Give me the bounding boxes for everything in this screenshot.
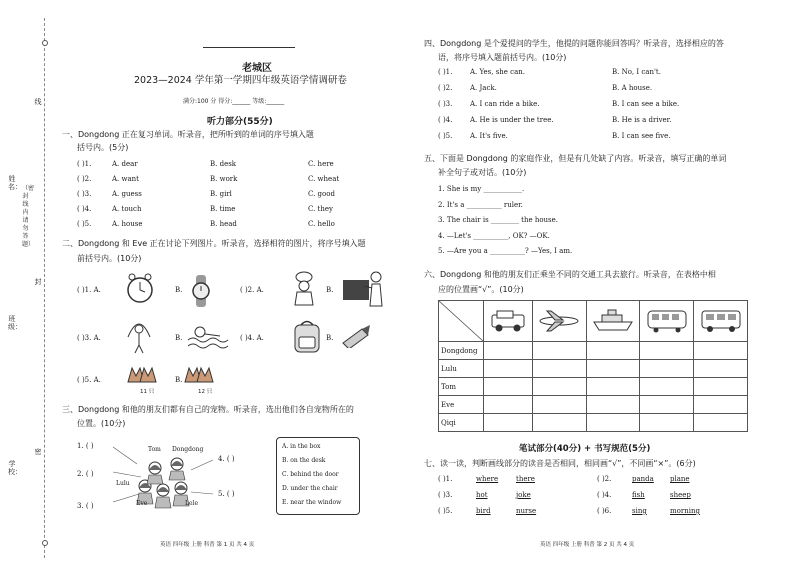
- q7-word: plane: [670, 475, 690, 483]
- binding-dashed-line: [44, 18, 45, 558]
- q7-word: sing: [632, 507, 647, 515]
- train-icon: [645, 307, 689, 333]
- person-name: Dongdong: [439, 342, 484, 360]
- q7-answer-blank[interactable]: ( )6.: [597, 507, 612, 515]
- table-row: [439, 396, 748, 414]
- q7-answer-blank[interactable]: ( )5.: [438, 507, 453, 515]
- district-title: 老城区: [242, 63, 272, 74]
- answer-cell[interactable]: [586, 342, 640, 360]
- q4-option-b: B. I can see five.: [612, 132, 671, 140]
- answer-cell[interactable]: [532, 414, 586, 432]
- plane-icon: [537, 307, 581, 333]
- q1-option-b: B. work: [210, 175, 238, 183]
- q1-answer-blank[interactable]: ( )3.: [77, 190, 92, 198]
- bus-icon: [699, 307, 743, 333]
- swimming-icon: [188, 322, 230, 350]
- q1-option-c: C. they: [308, 205, 333, 213]
- answer-cell[interactable]: [640, 342, 694, 360]
- q4-option-a: A. It's five.: [470, 132, 508, 140]
- person-name: Lulu: [439, 360, 484, 378]
- q6-instruction: 六、Dongdong 和他的朋友们正乘坐不同的交通工具去旅行。听录音，在表格中相: [424, 270, 716, 279]
- q5-sentence[interactable]: 5. —Are you a __________? —Yes, I am.: [438, 247, 573, 255]
- q3-instruction: 三、Dongdong 和他的朋友们都有自己的宠物。听录音，选出他们各自宠物所在的: [62, 405, 354, 414]
- name-tom: Tom: [148, 446, 161, 453]
- writing-header: 笔试部分(40分) + 书写规范(5分): [519, 444, 651, 454]
- q4-instruction-2: 语，将序号填入题前括号内。(10分): [438, 53, 567, 62]
- name-label: 姓名：: [8, 175, 22, 191]
- watch-icon: [188, 274, 214, 308]
- q3-blank-5[interactable]: 5. ( ): [218, 490, 235, 498]
- answer-cell[interactable]: [586, 378, 640, 396]
- answer-cell[interactable]: [532, 342, 586, 360]
- listening-header: 听力部分(55分): [207, 117, 273, 127]
- q4-answer-blank[interactable]: ( )1.: [438, 68, 453, 76]
- header-rule: [203, 47, 295, 48]
- answer-cell[interactable]: [694, 396, 748, 414]
- answer-cell[interactable]: [586, 414, 640, 432]
- q3-option-b: B. on the desk: [282, 457, 326, 464]
- q1-option-b: B. girl: [210, 190, 232, 198]
- q7-answer-blank[interactable]: ( )1.: [438, 475, 453, 483]
- q1-option-b: B. time: [210, 205, 236, 213]
- q3-option-c: C. behind the door: [282, 471, 339, 478]
- header-train: [640, 301, 694, 342]
- q4-answer-blank[interactable]: ( )2.: [438, 84, 453, 92]
- count-11: 11 只: [140, 389, 155, 395]
- q7-word: sheep: [670, 491, 691, 499]
- q4-option-b: B. He is a driver.: [612, 116, 672, 124]
- binding-hole: [42, 540, 48, 546]
- answer-cell[interactable]: [532, 396, 586, 414]
- answer-cell[interactable]: [484, 414, 533, 432]
- seal-notice: （密封线内请勿答题）: [22, 185, 35, 248]
- q1-option-a: A. touch: [112, 205, 142, 213]
- q1-option-a: A. dear: [112, 160, 138, 168]
- q4-option-a: A. I can ride a bike.: [470, 100, 540, 108]
- person-name: Eve: [439, 396, 484, 414]
- secret-mark: 密: [34, 448, 42, 456]
- answer-cell[interactable]: [484, 360, 533, 378]
- schoolbag-icon: [292, 318, 322, 354]
- alarm-clock-icon: [125, 271, 155, 305]
- q4-answer-blank[interactable]: ( )3.: [438, 100, 453, 108]
- q4-option-a: A. Jack.: [470, 84, 497, 92]
- crayon-icon: [340, 324, 372, 348]
- q1-instruction-2: 括号内。(5分): [77, 143, 129, 152]
- answer-cell[interactable]: [694, 360, 748, 378]
- q1-option-a: A. want: [112, 175, 139, 183]
- q3-blank-4[interactable]: 4. ( ): [218, 455, 235, 463]
- answer-cell[interactable]: [586, 360, 640, 378]
- q7-word: morning: [670, 507, 700, 515]
- table-corner: [439, 301, 484, 342]
- q2-item-2-b: B.: [326, 286, 334, 294]
- q7-word: hot: [476, 491, 488, 499]
- q1-option-a: A. house: [112, 220, 143, 228]
- q7-instruction: 七、读一读，判断画线部分的读音是否相同，相同画“√”，不同画“×”。(6分): [424, 459, 696, 468]
- answer-cell[interactable]: [484, 396, 533, 414]
- q4-answer-blank[interactable]: ( )4.: [438, 116, 453, 124]
- table-row: [439, 414, 748, 432]
- answer-cell[interactable]: [640, 378, 694, 396]
- jeep-icon: [488, 307, 528, 333]
- q4-option-a: A. He is under the tree.: [470, 116, 554, 124]
- q3-blank-2[interactable]: 2. ( ): [77, 470, 94, 478]
- q6-instruction-2: 应的位置画“√”。(10分): [438, 285, 524, 294]
- q2-item-5-b: B.: [175, 376, 183, 384]
- header-jeep: [484, 301, 533, 342]
- transport-table: [438, 300, 748, 432]
- q5-sentence[interactable]: 2. It's a __________ ruler.: [438, 200, 523, 209]
- transport-table-body: [439, 342, 748, 432]
- q2-instruction-2: 前括号内。(10分): [77, 254, 142, 263]
- fox-group-icon: [182, 363, 216, 385]
- q4-instruction: 四、Dongdong 是个爱提问的学生，他提的问题你能回答吗？听录音，选择相应的答: [424, 39, 724, 48]
- q3-blank-1[interactable]: 1. ( ): [77, 442, 94, 450]
- line-mark: 线: [34, 98, 42, 106]
- school-label: 学校：: [8, 460, 22, 476]
- class-label: 班级：: [8, 315, 22, 331]
- fox-group-icon: [125, 363, 159, 385]
- table-row: [439, 378, 748, 396]
- q5-sentence[interactable]: 3. The chair is ________ the house.: [438, 216, 559, 224]
- q3-option-e: E. near the window: [282, 499, 342, 506]
- answer-cell[interactable]: [694, 414, 748, 432]
- q5-sentence[interactable]: 1. She is my ___________.: [438, 185, 525, 193]
- q1-option-b: B. desk: [210, 160, 237, 168]
- q2-instruction: 二、Dongdong 和 Eve 正在讨论下列图片。听录音，选择相符的图片，将序号填入题: [62, 239, 366, 248]
- q1-answer-blank[interactable]: ( )4.: [77, 205, 92, 213]
- q1-answer-blank[interactable]: ( )5.: [77, 220, 92, 228]
- q7-answer-blank[interactable]: ( )4.: [597, 491, 612, 499]
- q1-option-c: C. here: [308, 160, 334, 168]
- q7-word: fish: [632, 491, 645, 499]
- q2-item-5-a: ( )5. A.: [77, 376, 101, 384]
- q1-option-c: C. wheat: [308, 175, 340, 183]
- q1-option-c: C. hello: [308, 220, 335, 228]
- q1-option-a: A. guess: [112, 190, 142, 198]
- q4-option-b: B. A house.: [612, 84, 653, 92]
- q2-item-4-a: ( )4. A.: [240, 334, 264, 342]
- header-plane: [532, 301, 586, 342]
- q1-option-b: B. head: [210, 220, 237, 228]
- name-eve: Eve: [136, 500, 148, 507]
- q1-instruction: 一、Dongdong 正在复习单词。听录音，把所听到的单词的序号填入题: [62, 130, 314, 139]
- q1-answer-blank[interactable]: ( )1.: [77, 160, 92, 168]
- q2-item-1-a: ( )1. A.: [77, 286, 101, 294]
- answer-cell[interactable]: [484, 342, 533, 360]
- page1-footer: 英语 四年级 上册 科普 第 1 页 共 4 页: [160, 542, 255, 548]
- table-row: [439, 360, 748, 378]
- seal-mark: 封: [34, 278, 42, 286]
- q4-answer-blank[interactable]: ( )5.: [438, 132, 453, 140]
- answer-cell[interactable]: [694, 342, 748, 360]
- name-lulu: Lulu: [116, 480, 130, 487]
- person-name: Tom: [439, 378, 484, 396]
- binding-hole: [42, 40, 48, 46]
- answer-cell[interactable]: [586, 396, 640, 414]
- q7-word: panda: [632, 475, 654, 483]
- q1-option-c: C. good: [308, 190, 335, 198]
- ship-icon: [591, 307, 635, 333]
- answer-cell[interactable]: [532, 378, 586, 396]
- q7-word: joke: [516, 491, 531, 499]
- header-ship: [586, 301, 640, 342]
- q2-item-1-b: B.: [175, 286, 183, 294]
- q7-answer-blank[interactable]: ( )2.: [597, 475, 612, 483]
- q5-sentence[interactable]: 4. —Let's __________, OK? —OK.: [438, 231, 550, 240]
- q7-word: bird: [476, 507, 491, 515]
- q7-word: where: [476, 475, 499, 483]
- q3-blank-3[interactable]: 3. ( ): [77, 502, 94, 510]
- q7-word: there: [516, 475, 535, 483]
- q4-option-b: B. No, I can't.: [612, 68, 661, 76]
- answer-cell[interactable]: [532, 360, 586, 378]
- q1-answer-blank[interactable]: ( )2.: [77, 175, 92, 183]
- page2-footer: 英语 四年级 上册 科普 第 2 页 共 4 页: [540, 542, 635, 548]
- q7-word: nurse: [516, 507, 537, 515]
- name-dongdong: Dongdong: [172, 446, 204, 453]
- count-12: 12 只: [198, 389, 213, 395]
- q3-instruction-2: 位置。(10分): [77, 419, 126, 428]
- page-title: 2023—2024 学年第一学期四年级英语学情调研卷: [134, 75, 347, 86]
- q5-instruction: 五、下面是 Dongdong 的家庭作业，但是有几处缺了内容。听录音，填写正确的单词: [424, 154, 727, 163]
- q3-option-a: A. in the box: [282, 443, 321, 450]
- header-bus: [694, 301, 748, 342]
- table-row: [439, 342, 748, 360]
- answer-cell[interactable]: [640, 396, 694, 414]
- score-line: 满分:100 分 得分:______ 等级:______: [183, 98, 285, 105]
- q4-option-b: B. I can see a bike.: [612, 100, 680, 108]
- q2-item-2-a: ( )2. A.: [240, 286, 264, 294]
- name-lele: Lele: [185, 500, 199, 507]
- cook-icon: [290, 271, 318, 307]
- answer-cell[interactable]: [694, 378, 748, 396]
- person-name: Qiqi: [439, 414, 484, 432]
- rope-skipping-icon: [125, 317, 153, 355]
- q3-option-d: D. under the chair: [282, 485, 338, 492]
- q2-item-3-a: ( )3. A.: [77, 334, 101, 342]
- answer-cell[interactable]: [484, 378, 533, 396]
- q2-item-3-b: B.: [175, 334, 183, 342]
- teacher-icon: [340, 268, 388, 308]
- q4-option-a: A. Yes, she can.: [470, 68, 525, 76]
- q2-item-4-b: B.: [326, 334, 334, 342]
- answer-cell[interactable]: [640, 360, 694, 378]
- q5-instruction-2: 补全句子或对话。(10分): [438, 168, 527, 177]
- q7-answer-blank[interactable]: ( )3.: [438, 491, 453, 499]
- answer-cell[interactable]: [640, 414, 694, 432]
